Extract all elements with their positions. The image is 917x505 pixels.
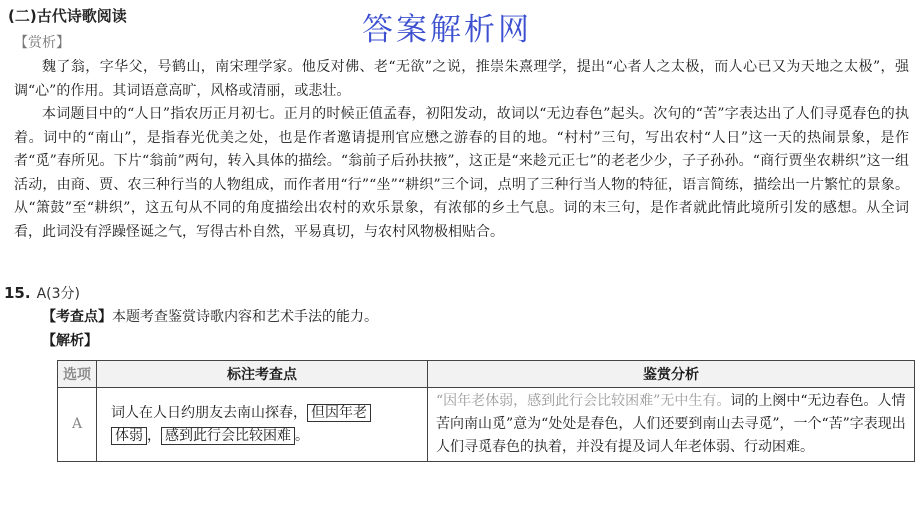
header-option: 选项 xyxy=(58,361,97,388)
mark-text-mid: ， xyxy=(147,427,161,444)
table-header-row xyxy=(58,361,915,388)
analysis-cell xyxy=(428,388,915,462)
shangxi-body xyxy=(14,56,909,244)
mark-cell xyxy=(97,388,428,462)
analysis-gray-text: “因年老体弱，感到此行会比较困难”无中生有。 xyxy=(436,393,731,409)
shangxi-paragraph-2: 本词题目中的“人日”指农历正月初七。正月的时候正值孟春，初阳发动，故词以“无边春色”起头。次句的“苦”字表达出了人们寻觅春色的执着。词中的“南山”，是指春光优美之处，也是作者邀请提刑官应懋之游春的目的地。“村村”三句，写出农村“人日”这一天的热闹景象，是作者“觅”春所见。下片“翁前”两句，转入具体的描绘。“翁前子后孙扶掖”，这正是“来趁元正七”的老老少少，子子孙孙。“商行贾坐农耕织”这一组活动，由商、贾、农三种行当的人物组成，而作者用“行”“坐”“耕织”三个词，点明了三种行当人物的特征，语言简练，描绘出一片繁忙的景象。从“箫鼓”至“耕织”，这五句从不同的角度描绘出农村的欢乐景象，有浓郁的乡土气息。词的末三句，是作者就此情此境所引发的感想。从全词看，此词没有浮躁怪诞之气，写得古朴自然，平易真切，与农村风物极相贴合。 xyxy=(14,106,909,240)
analysis-table xyxy=(57,360,915,462)
mark-box-3: 感到此行会比较困难 xyxy=(161,427,295,445)
section-title: (二)古代诗歌阅读 xyxy=(8,7,127,25)
shangxi-label: 【赏析】 xyxy=(14,35,70,51)
mark-box-2: 体弱 xyxy=(111,427,147,445)
shangxi-paragraph-1: 魏了翁，字华父，号鹤山，南宋理学家。他反对佛、老“无欲”之说，推崇朱熹理学，提出“心者人之太极，而人心已又为天地之太极”，强调“心”的作用。其词语意高旷，风格或清丽，或悲壮。 xyxy=(14,59,909,99)
mark-box-1: 但因年老 xyxy=(307,404,371,422)
kaochadian xyxy=(42,306,378,326)
analysis-text: 词的上阕中“无边春色。人情苦向南山觅”意为“处处是春色，人们还要到南山去寻觅”，一个“苦”字表现出人们寻觅春色的执着，并没有提及词人年老体弱、行动困难。 xyxy=(436,393,906,455)
header-analysis: 鉴赏分析 xyxy=(428,361,915,388)
jiexi-tag: 【解析】 xyxy=(42,333,98,349)
table-row xyxy=(58,388,915,462)
question-number: 15. xyxy=(4,284,31,302)
option-cell: A xyxy=(58,388,97,462)
watermark: 答案解析网 xyxy=(362,12,532,48)
question-answer: A(3分) xyxy=(36,286,80,302)
header-mark: 标注考查点 xyxy=(97,361,428,388)
question-line xyxy=(4,283,80,303)
kaochadian-text: 本题考查鉴赏诗歌内容和艺术手法的能力。 xyxy=(112,309,378,325)
kaochadian-tag: 【考查点】 xyxy=(42,309,112,325)
mark-text-post: 。 xyxy=(295,427,309,444)
mark-text-pre: 词人在人日约朋友去南山探春， xyxy=(111,404,307,421)
